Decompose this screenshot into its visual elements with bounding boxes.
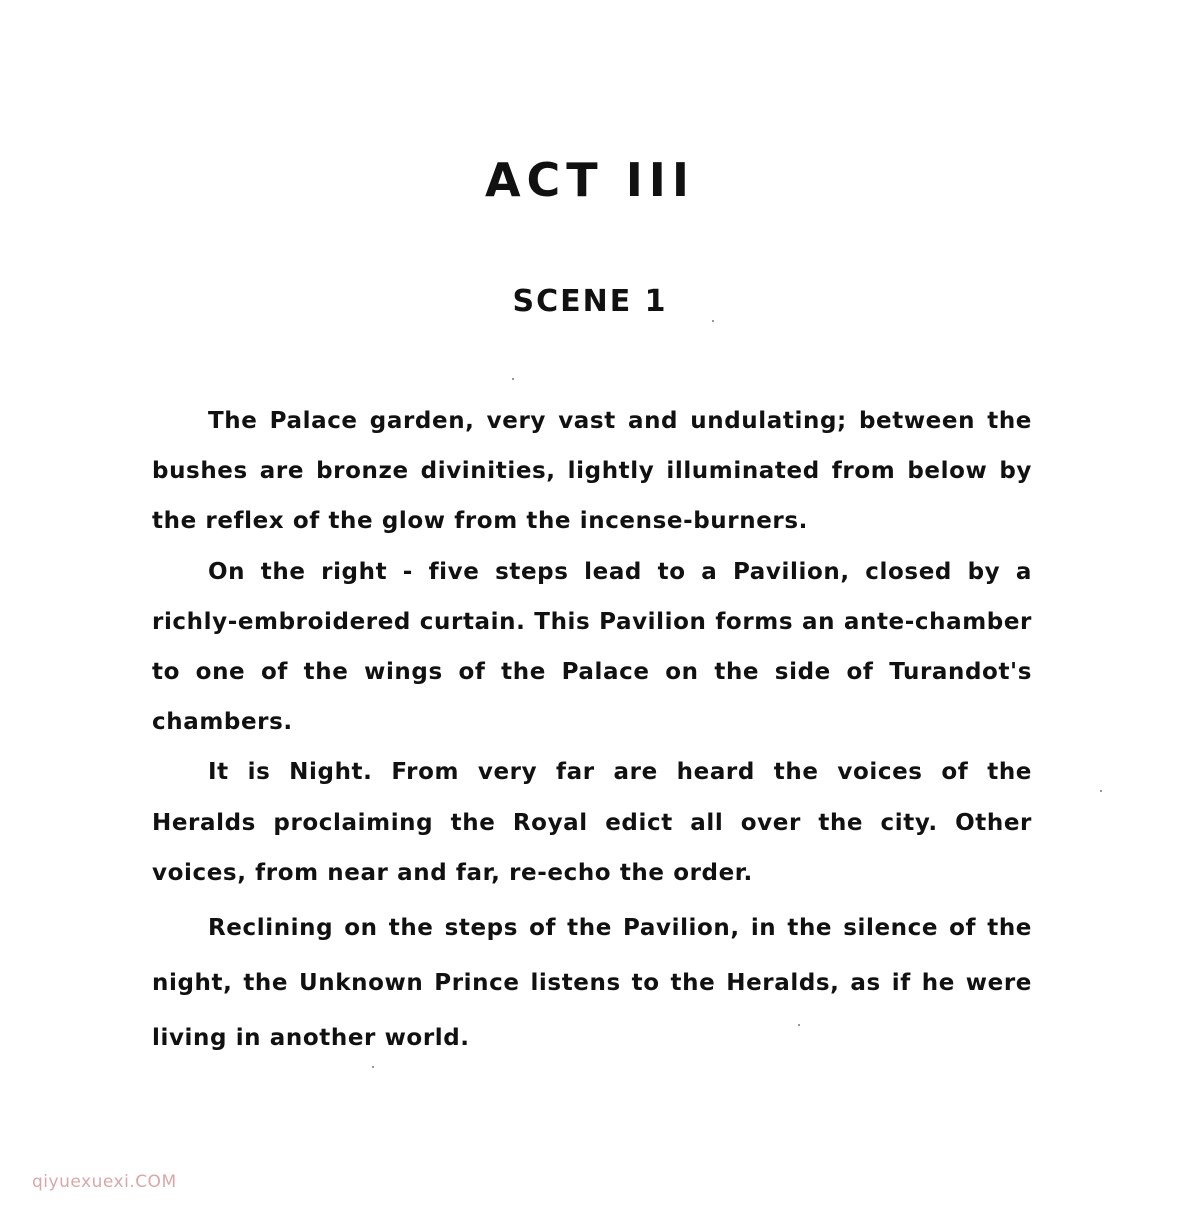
paragraph-prince: Reclining on the steps of the Pavilion, in the silence of the night, the Unknown Prince listens to the Heralds, as if he were living in another world. bbox=[152, 915, 1032, 1052]
paragraph-garden: The Palace garden, very vast and undulating; between the bushes are bronze divinities, lightly illuminated from below by the reflex of the glow from the incense-burners. bbox=[152, 408, 1032, 535]
scan-speck bbox=[1100, 790, 1102, 792]
act-title: ACT III bbox=[484, 153, 696, 207]
paragraph-night: It is Night. From very far are heard the voices of the Heralds proclaiming the Royal edict all over the city. Other voices, from near and far, re-echo the order. bbox=[152, 759, 1032, 886]
scan-speck bbox=[512, 378, 514, 380]
scan-speck bbox=[798, 1024, 800, 1026]
stage-directions bbox=[152, 396, 1032, 1066]
paragraph-pavilion: On the right - five steps lead to a Pavilion, closed by a richly-embroidered curtain. This Pavilion forms an ante-chamber to one of the wings of the Palace on the side of Turandot's chambers. bbox=[152, 558, 1032, 736]
scan-speck bbox=[372, 1066, 374, 1068]
scene-title: SCENE 1 bbox=[512, 284, 668, 319]
site-watermark: qiyuexuexi.COM bbox=[32, 1172, 177, 1192]
scan-speck bbox=[712, 320, 714, 322]
